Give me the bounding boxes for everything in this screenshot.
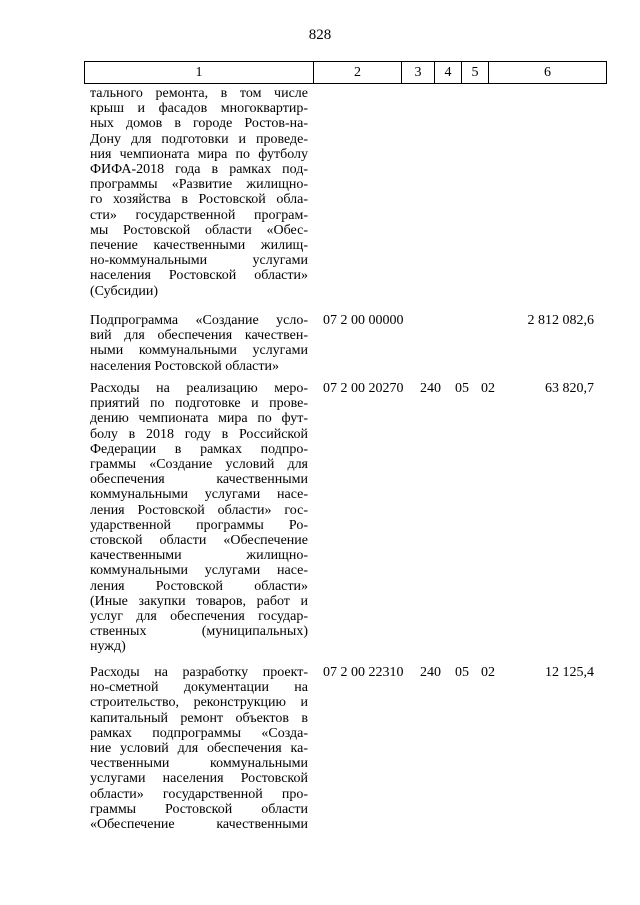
- description-line: но-коммунальными услугами: [90, 253, 308, 269]
- description-line: рамках подпрограммы «Созда-: [90, 725, 308, 741]
- description-line: ления Ростовской области» гос-: [90, 502, 308, 518]
- description-line: ние условий для обеспечения ка-: [90, 741, 308, 757]
- description-line: строительство, реконструкцию и: [90, 695, 308, 711]
- description-line: «Обеспечение качественными: [90, 817, 308, 833]
- row-description: [90, 665, 308, 832]
- header-col-2: 2: [314, 62, 402, 83]
- description-line: крыш и фасадов многоквартир-: [90, 101, 308, 117]
- description-line: капитальный ремонт объектов в: [90, 710, 308, 726]
- description-line: Расходы на разработку проект-: [90, 665, 308, 680]
- description-line: печение качественными жилищ-: [90, 238, 308, 254]
- row-code: 07 2 00 20270: [323, 381, 404, 396]
- description-line: граммы «Создание условий для: [90, 457, 308, 473]
- description-line: коммунальными услугами насе-: [90, 563, 308, 579]
- description-line: тального ремонта, в том числе: [90, 86, 308, 101]
- row-description: [90, 313, 308, 374]
- description-line: ных домов в городе Ростов-на-: [90, 116, 308, 132]
- row-sum: 63 820,7: [545, 381, 594, 396]
- description-line: но-сметной документации на: [90, 680, 308, 696]
- header-col-4: 4: [435, 62, 462, 83]
- description-line: Расходы на реализацию меро-: [90, 381, 308, 396]
- header-col-6: 6: [544, 65, 551, 80]
- description-line: области» государственной про-: [90, 786, 308, 802]
- page-number: 828: [308, 27, 332, 43]
- header-col-5: 5: [462, 62, 489, 83]
- description-line: населения Ростовской области»: [90, 268, 308, 284]
- row-description: [90, 381, 308, 655]
- row-description: [90, 86, 308, 299]
- description-line: обеспечения качественными: [90, 472, 308, 488]
- row-code: 07 2 00 22310: [323, 665, 404, 680]
- description-line: коммунальными услугами насе-: [90, 487, 308, 503]
- table-header: [84, 61, 607, 84]
- row-vr: 240: [420, 665, 441, 680]
- row-pr: 02: [481, 665, 495, 680]
- header-col-1: 1: [85, 62, 314, 83]
- description-line: сти» государственной програм-: [90, 207, 308, 223]
- row-pr: 02: [481, 381, 495, 396]
- description-line: населения Ростовской области»: [90, 358, 279, 374]
- description-line: ния чемпионата мира по футболу: [90, 146, 308, 162]
- row-sum: 12 125,4: [545, 665, 594, 680]
- description-line: Подпрограмма «Создание усло-: [90, 313, 308, 328]
- row-rz: 05: [455, 665, 469, 680]
- description-line: ными коммунальными услугами: [90, 343, 308, 359]
- description-line: Дону для подготовки и проведе-: [90, 131, 308, 147]
- header-col-3: 3: [402, 62, 435, 83]
- row-code: 07 2 00 00000: [323, 313, 404, 328]
- description-line: го хозяйства в Ростовской обла-: [90, 192, 308, 208]
- description-line: чественными коммунальными: [90, 756, 308, 772]
- row-rz: 05: [455, 381, 469, 396]
- description-line: (Субсидии): [90, 283, 159, 299]
- description-line: (Иные закупки товаров, работ и: [90, 593, 308, 609]
- description-line: дению чемпионата мира по фут-: [90, 411, 308, 427]
- row-vr: 240: [420, 381, 441, 396]
- description-line: ственных (муниципальных): [90, 624, 308, 640]
- description-line: ФИФА-2018 года в рамках под-: [90, 162, 308, 178]
- description-line: стовской области «Обеспечение: [90, 533, 308, 549]
- description-line: болу в 2018 году в Российской: [90, 426, 308, 442]
- description-line: граммы Ростовской области: [90, 801, 308, 817]
- description-line: нужд): [90, 639, 126, 655]
- description-line: качественными жилищно-: [90, 548, 308, 564]
- description-line: приятий по подготовке и прове-: [90, 396, 308, 412]
- description-line: услугами населения Ростовской: [90, 771, 308, 787]
- description-line: услуг для обеспечения государ-: [90, 609, 308, 625]
- description-line: программы «Развитие жилищно-: [90, 177, 308, 193]
- description-line: вий для обеспечения качествен-: [90, 328, 308, 344]
- description-line: мы Ростовской области «Обес-: [90, 222, 308, 238]
- row-sum: 2 812 082,6: [527, 313, 594, 328]
- description-line: ления Ростовской области»: [90, 578, 308, 594]
- description-line: Федерации в рамках подпро-: [90, 441, 308, 457]
- description-line: ударственной программы Ро-: [90, 517, 308, 533]
